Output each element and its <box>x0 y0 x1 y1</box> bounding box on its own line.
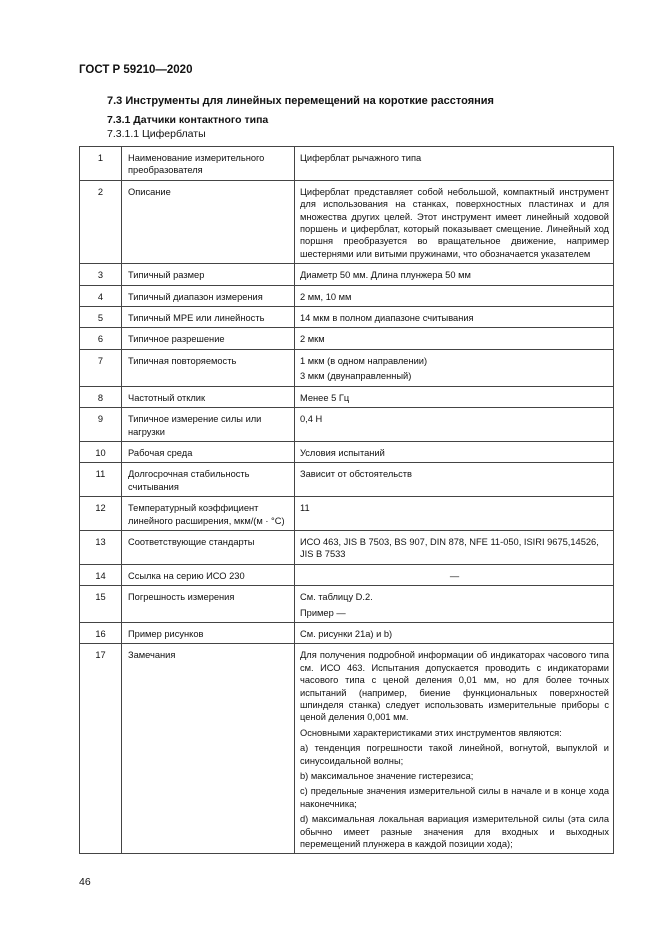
row-value: 2 мкм <box>295 328 614 349</box>
value-line: 3 мкм (двунаправленный) <box>300 371 412 382</box>
subsubsection-title: 7.3.1.1 Циферблаты <box>107 128 206 140</box>
row-parameter: Типичная повторяемость <box>122 349 295 386</box>
row-parameter: Наименование измерительного преобразователя <box>122 147 295 181</box>
row-number: 16 <box>80 622 122 643</box>
remark-paragraph: Для получения подробной информации об индикаторах часового типа см. ИСО 463. Испытания допускается проводить с индикаторами часового типа с ценой деления 0,01 мм, но для более точных испытаний (например, биение функциональных поверхностей шпинделя станка) следует использовать измерительные приборы с ценой деления 0,001 мм. <box>300 650 609 723</box>
table-row <box>80 441 614 462</box>
table-row <box>80 180 614 263</box>
row-value: ИСО 463, JIS B 7503, BS 907, DIN 878, NFE 11-050, ISIRI 9675,14526, JIS B 7533 <box>295 530 614 564</box>
table-row <box>80 147 614 181</box>
row-value: См. рисунки 21а) и b) <box>295 622 614 643</box>
table-row <box>80 622 614 643</box>
row-value: 14 мкм в полном диапазоне считывания <box>295 307 614 328</box>
row-parameter: Описание <box>122 180 295 263</box>
row-parameter: Рабочая среда <box>122 441 295 462</box>
remark-paragraph: с) предельные значения измерительной силы в начале и в конце хода наконечника; <box>300 786 609 809</box>
row-number: 8 <box>80 386 122 407</box>
row-parameter: Соответствующие стандарты <box>122 530 295 564</box>
row-number: 13 <box>80 530 122 564</box>
row-number: 12 <box>80 497 122 531</box>
row-number: 9 <box>80 408 122 442</box>
row-parameter: Ссылка на серию ИСО 230 <box>122 564 295 585</box>
row-value <box>295 586 614 623</box>
row-parameter: Погрешность измерения <box>122 586 295 623</box>
row-number: 14 <box>80 564 122 585</box>
row-value <box>295 644 614 854</box>
row-parameter: Пример рисунков <box>122 622 295 643</box>
remark-paragraph: а) тенденция погрешности такой линейной, вогнутой, выпуклой и синусоидальной волны; <box>300 743 609 766</box>
row-number: 7 <box>80 349 122 386</box>
table-row <box>80 386 614 407</box>
row-value <box>295 349 614 386</box>
specification-table <box>79 146 614 854</box>
table-row <box>80 564 614 585</box>
table-row <box>80 530 614 564</box>
row-parameter: Типичный диапазон измерения <box>122 285 295 306</box>
row-value: 11 <box>295 497 614 531</box>
row-parameter: Долгосрочная стабильность считывания <box>122 463 295 497</box>
row-parameter: Типичное разрешение <box>122 328 295 349</box>
row-number: 6 <box>80 328 122 349</box>
remark-paragraph: b) максимальное значение гистерезиса; <box>300 771 474 782</box>
row-number: 3 <box>80 264 122 285</box>
row-number: 1 <box>80 147 122 181</box>
row-number: 11 <box>80 463 122 497</box>
row-value: Условия испытаний <box>295 441 614 462</box>
row-parameter: Типичное измерение силы или нагрузки <box>122 408 295 442</box>
row-value: Диаметр 50 мм. Длина плунжера 50 мм <box>295 264 614 285</box>
row-value: Менее 5 Гц <box>295 386 614 407</box>
row-value: 2 мм, 10 мм <box>295 285 614 306</box>
table-row <box>80 328 614 349</box>
row-number: 5 <box>80 307 122 328</box>
row-parameter: Температурный коэффициент линейного расширения, мкм/(м · °C) <box>122 497 295 531</box>
subsection-title: 7.3.1 Датчики контактного типа <box>107 114 269 126</box>
row-value: Зависит от обстоятельств <box>295 463 614 497</box>
row-number: 17 <box>80 644 122 854</box>
section-title: 7.3 Инструменты для линейных перемещений на короткие расстояния <box>107 95 494 107</box>
row-number: 15 <box>80 586 122 623</box>
value-line: Пример — <box>300 607 346 618</box>
row-value: Циферблат представляет собой небольшой, компактный инструмент для использования на станках, поверхностных пластинах и для множества других целей. Этот инструмент имеет линейный ходовой поршень и циферблат, который показывает смещение. Линейный ход поршня преобразуется во вращательное движение, например шестернями или витыми пружинами, что обозначается указателем <box>295 180 614 263</box>
row-parameter: Типичный размер <box>122 264 295 285</box>
page-number: 46 <box>79 876 91 888</box>
value-line: См. таблицу D.2. <box>300 592 373 603</box>
row-value: — <box>295 564 614 585</box>
table-row <box>80 408 614 442</box>
document-header: ГОСТ Р 59210—2020 <box>79 64 193 76</box>
value-line: 1 мкм (в одном направлении) <box>300 355 428 366</box>
table-row <box>80 463 614 497</box>
row-value: Циферблат рычажного типа <box>295 147 614 181</box>
row-number: 10 <box>80 441 122 462</box>
row-parameter: Частотный отклик <box>122 386 295 407</box>
table-row <box>80 349 614 386</box>
table-row <box>80 264 614 285</box>
row-number: 4 <box>80 285 122 306</box>
table-row <box>80 307 614 328</box>
table-row <box>80 497 614 531</box>
remark-paragraph: Основными характеристиками этих инструментов являются: <box>300 727 562 738</box>
remark-paragraph: d) максимальная локальная вариация измерительной силы (эта сила обычно имеет разные значения для входных и выходных перемещений плунжера в каждой позиции хода); <box>300 814 609 850</box>
table-row <box>80 285 614 306</box>
row-parameter: Типичный MPE или линейность <box>122 307 295 328</box>
table-row <box>80 644 614 854</box>
table-row <box>80 586 614 623</box>
row-value: 0,4 Н <box>295 408 614 442</box>
row-number: 2 <box>80 180 122 263</box>
row-parameter: Замечания <box>122 644 295 854</box>
